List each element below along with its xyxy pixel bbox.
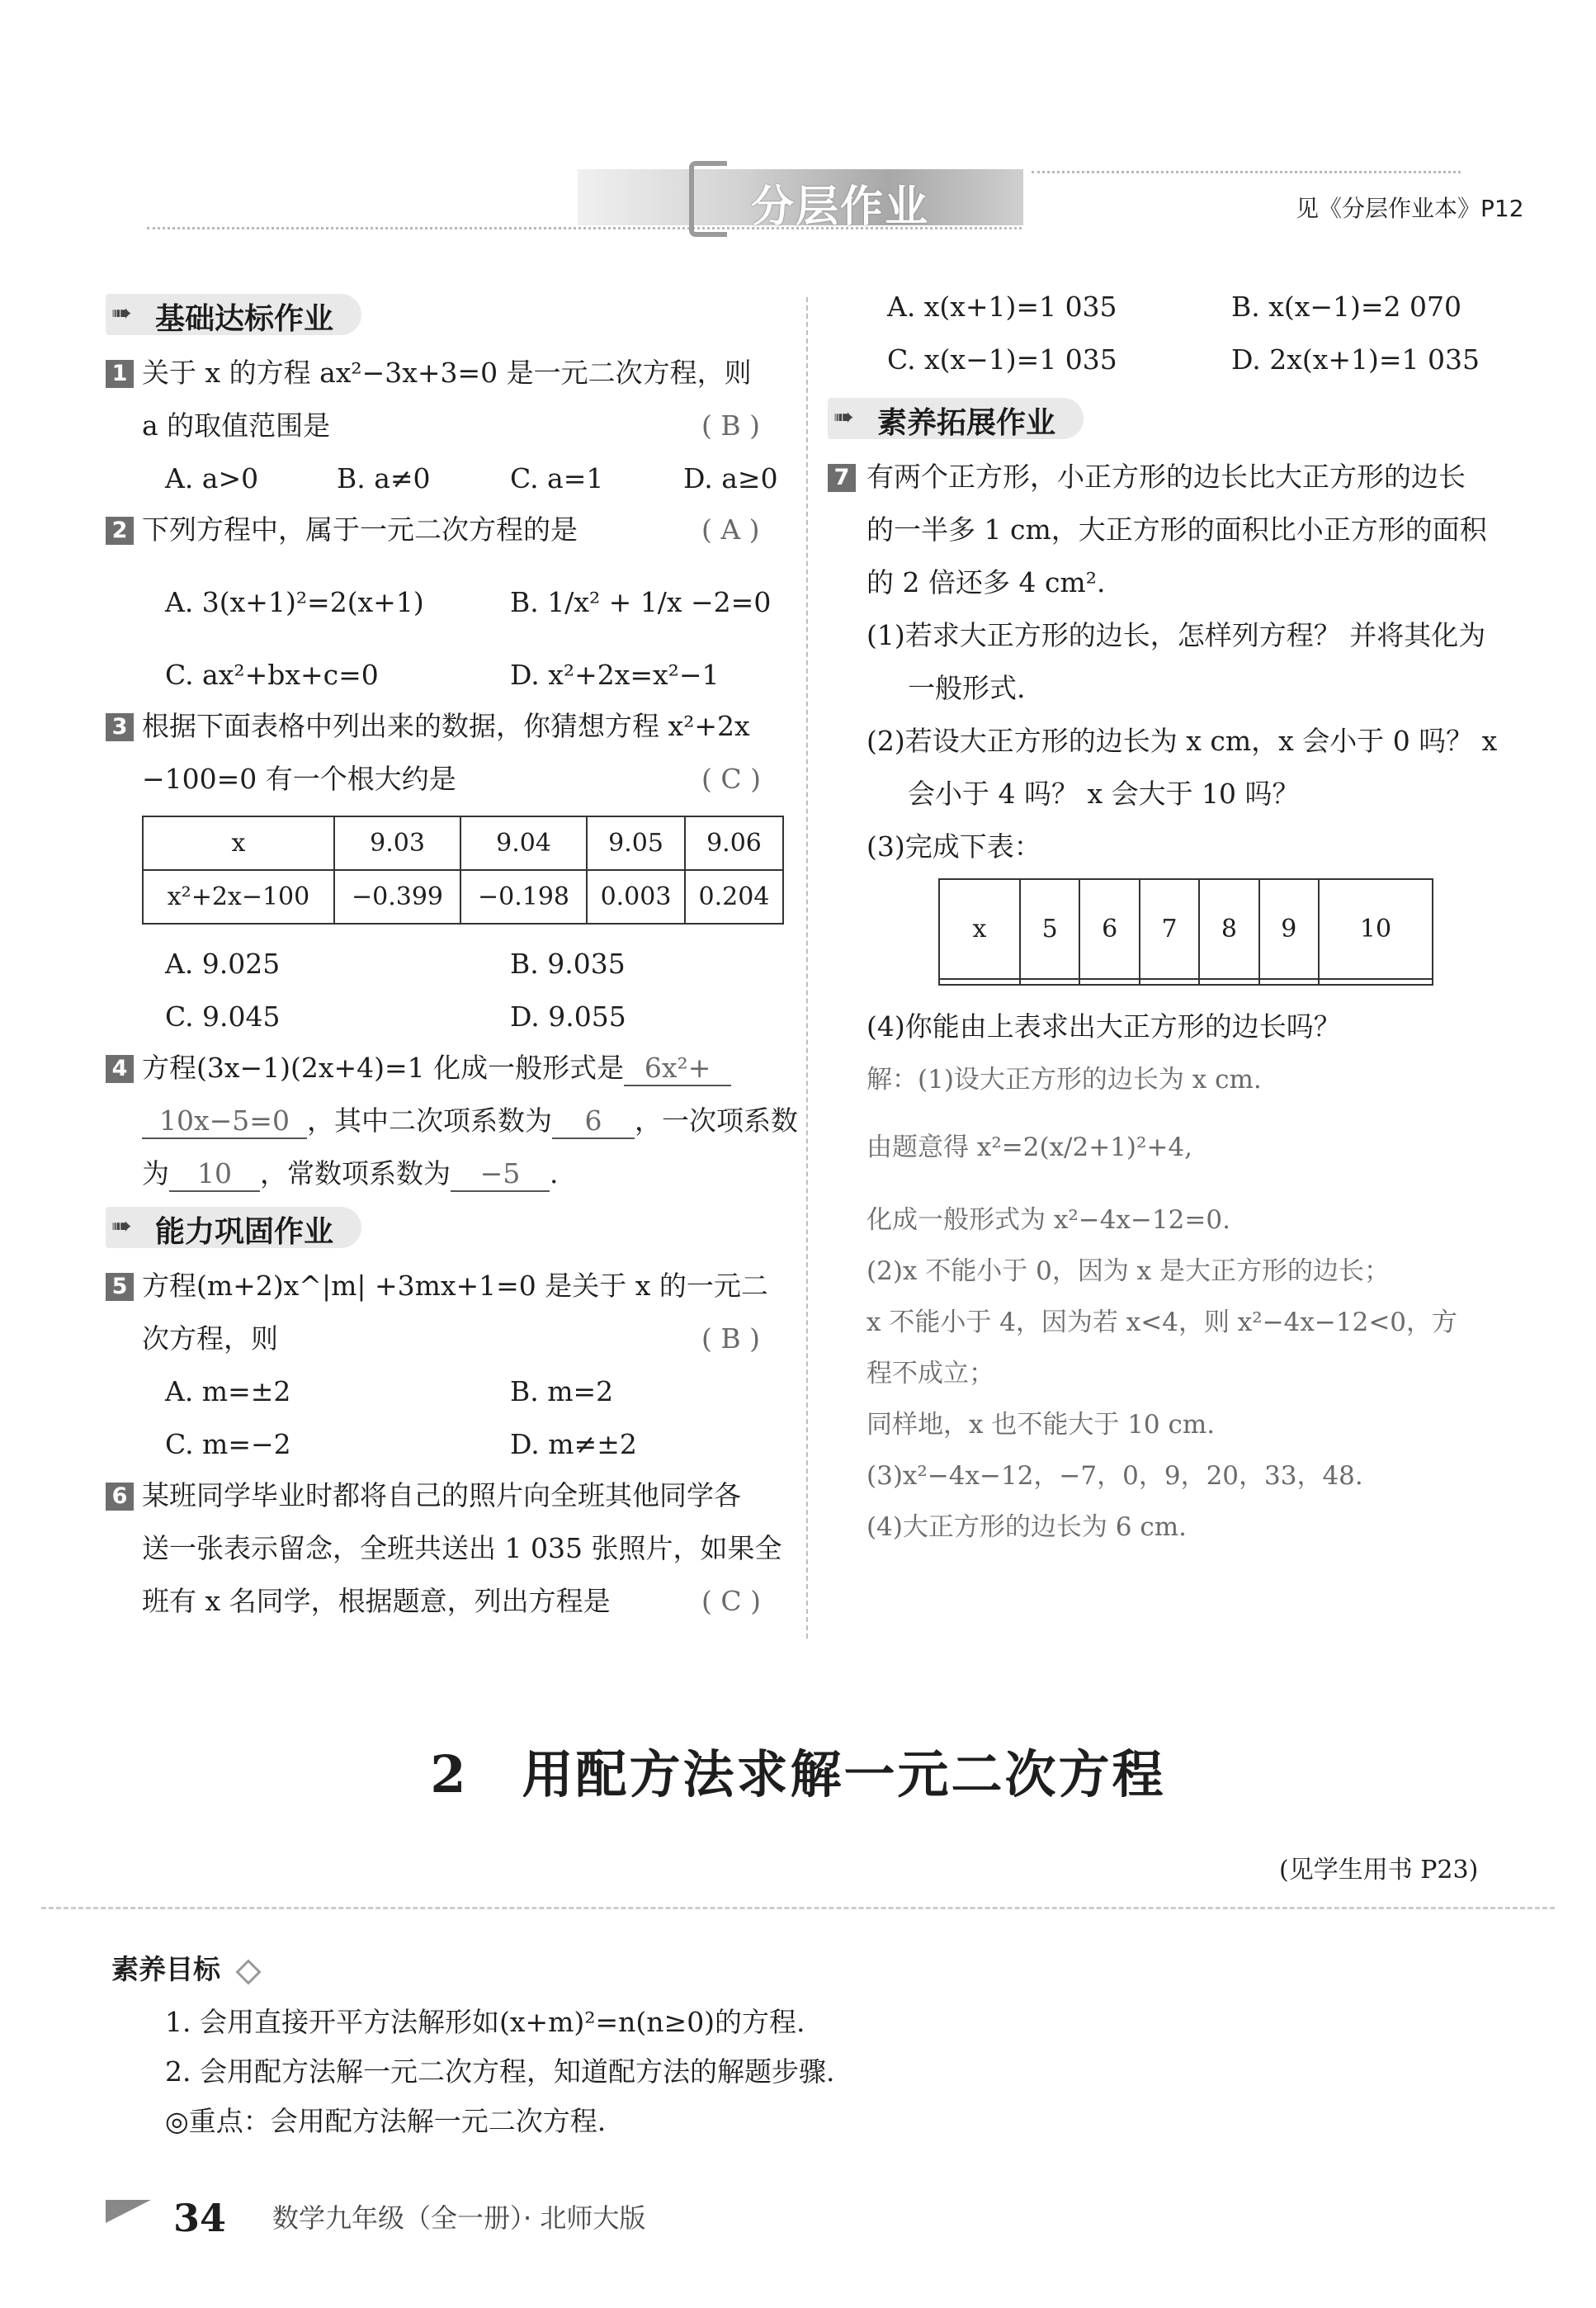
- q7-line2: 的一半多 1 cm，大正方形的面积比小正方形的面积: [866, 513, 1487, 546]
- solution-line: x 不能小于 4，因为若 x<4，则 x²−4x−12<0，方: [866, 1308, 1458, 1337]
- question-number: 2: [106, 517, 134, 545]
- arrow-icon: ➠: [111, 299, 133, 328]
- q4-text: ，常数项系数为: [260, 1157, 451, 1189]
- table-cell: 9.06: [685, 816, 783, 870]
- q1-answer: ( B ): [701, 409, 760, 442]
- q4-blank: 10x−5=0: [142, 1104, 307, 1139]
- q4-blank: −5: [451, 1157, 550, 1192]
- q7-part2-b: 会小于 4 吗？ x 会大于 10 吗？: [908, 778, 1300, 810]
- table-cell: [1199, 979, 1258, 985]
- arrow-icon: ➠: [111, 1212, 133, 1241]
- q7-part1-b: 一般形式.: [908, 672, 1026, 704]
- q5-option-c: C. m=−2: [165, 1428, 291, 1460]
- q7-part2-a: (2)若设大正方形的边长为 x cm，x 会小于 0 吗？ x: [866, 725, 1498, 757]
- q4-text: ，一次项系数: [635, 1104, 798, 1137]
- q6-option-c: C. x(x−1)=1 035: [887, 343, 1117, 376]
- table-cell: [1140, 979, 1199, 985]
- table-cell: −0.399: [334, 870, 460, 924]
- q6-answer: ( C ): [701, 1585, 761, 1617]
- q3-line2: −100=0 有一个根大约是: [142, 763, 456, 795]
- q6-option-a: A. x(x+1)=1 035: [887, 291, 1117, 323]
- section-title-extend: 素养拓展作业: [877, 406, 1056, 440]
- q3-table: [142, 816, 784, 925]
- q1-option-d: D. a≥0: [683, 462, 778, 494]
- banner-bracket-icon: [689, 161, 727, 237]
- book-title: 数学九年级（全一册）· 北师大版: [272, 2202, 646, 2234]
- table-cell: 0.204: [685, 870, 783, 924]
- q2-option-a: A. 3(x+1)²=2(x+1): [165, 586, 424, 618]
- section-title-ability: 能力巩固作业: [155, 1215, 334, 1249]
- table-cell: 9: [1259, 879, 1319, 979]
- table-row: [143, 870, 783, 924]
- table-cell: 6: [1079, 879, 1139, 979]
- q6-line2: 送一张表示留念，全班共送出 1 035 张照片，如果全: [142, 1532, 782, 1564]
- q3-option-b: B. 9.035: [510, 948, 626, 980]
- q3-answer: ( C ): [701, 763, 761, 795]
- table-cell: 0.003: [587, 870, 685, 924]
- solution-line: 解：(1)设大正方形的边长为 x cm.: [866, 1065, 1262, 1095]
- table-row: [939, 979, 1433, 985]
- table-cell: 5: [1020, 879, 1079, 979]
- q1-option-c: C. a=1: [510, 462, 604, 494]
- chapter-ref: (见学生用书 P23): [1279, 1856, 1479, 1885]
- q3-option-c: C. 9.045: [165, 1000, 281, 1033]
- q2-stem: 下列方程中，属于一元二次方程的是: [142, 513, 578, 546]
- q4-line1: [142, 1052, 731, 1086]
- table-row: [143, 816, 783, 870]
- table-cell: [939, 979, 1020, 985]
- goals-heading: 素养目标: [111, 1953, 220, 1985]
- q3-line1: 根据下面表格中列出来的数据，你猜想方程 x²+2x: [142, 710, 750, 742]
- q4-text: 为: [142, 1157, 169, 1189]
- table-cell: 9.03: [334, 816, 460, 870]
- q5-line1: 方程(m+2)x^|m| +3mx+1=0 是关于 x 的一元二: [142, 1270, 768, 1302]
- diamond-icon: [235, 1959, 261, 1984]
- q4-text: ，其中二次项系数为: [307, 1104, 552, 1137]
- q4-line3: [142, 1157, 559, 1192]
- banner-title: 分层作业: [751, 182, 930, 232]
- q1-line2: a 的取值范围是: [142, 409, 331, 442]
- q5-option-b: B. m=2: [510, 1375, 614, 1407]
- q4-line2: [142, 1104, 798, 1139]
- question-number: 3: [106, 713, 134, 741]
- solution-line: (2)x 不能小于 0，因为 x 是大正方形的边长；: [866, 1256, 1391, 1286]
- page-number: 34: [173, 2196, 227, 2240]
- section-title-basic: 基础达标作业: [155, 302, 334, 336]
- q6-line1: 某班同学毕业时都将自己的照片向全班其他同学各: [142, 1479, 741, 1511]
- solution-line: 同样地，x 也不能大于 10 cm.: [866, 1410, 1216, 1440]
- question-number: 1: [106, 360, 134, 388]
- header-rule-right: [1032, 171, 1461, 173]
- table-cell: x: [143, 816, 334, 870]
- q7-part4: (4)你能由上表求出大正方形的边长吗？: [866, 1010, 1341, 1043]
- table-cell: [1020, 979, 1079, 985]
- table-cell: 8: [1199, 879, 1258, 979]
- solution-line: (4)大正方形的边长为 6 cm.: [866, 1512, 1187, 1542]
- q7-table: [938, 878, 1433, 986]
- table-cell: x²+2x−100: [143, 870, 334, 924]
- q4-blank: 6: [552, 1104, 635, 1139]
- footer-logo-icon: [106, 2200, 151, 2223]
- table-cell: [1079, 979, 1139, 985]
- q4-blank: 10: [169, 1157, 260, 1192]
- goal-item: 2. 会用配方法解一元二次方程，知道配方法的解题步骤.: [165, 2055, 835, 2088]
- q3-option-a: A. 9.025: [165, 948, 281, 980]
- goal-item: 1. 会用直接开平方法解形如(x+m)²=n(n≥0)的方程.: [165, 2006, 805, 2038]
- q6-option-d: D. 2x(x+1)=1 035: [1231, 343, 1480, 376]
- table-cell: [1259, 979, 1319, 985]
- question-number: 5: [106, 1273, 134, 1301]
- table-cell: [1319, 979, 1433, 985]
- solution-line: 程不成立；: [866, 1359, 994, 1388]
- question-number: 6: [106, 1483, 134, 1511]
- q1-line1: 关于 x 的方程 ax²−3x+3=0 是一元二次方程，则: [142, 357, 752, 389]
- table-cell: −0.198: [460, 870, 587, 924]
- q7-line1: 有两个正方形，小正方形的边长比大正方形的边长: [866, 461, 1466, 493]
- q7-part3: (3)完成下表：: [866, 830, 1041, 863]
- q5-option-d: D. m≠±2: [510, 1428, 637, 1460]
- table-cell: 10: [1319, 879, 1433, 979]
- q4-text: 方程(3x−1)(2x+4)=1 化成一般形式是: [142, 1052, 625, 1084]
- q6-option-b: B. x(x−1)=2 070: [1231, 291, 1461, 323]
- solution-line: (3)x²−4x−12，−7，0，9，20，33，48.: [866, 1461, 1363, 1491]
- column-divider: [806, 297, 808, 1639]
- solution-line: 由题意得 x²=2(x/2+1)²+4,: [866, 1133, 1192, 1162]
- q5-answer: ( B ): [701, 1322, 760, 1355]
- arrow-icon: ➠: [833, 403, 855, 432]
- q1-option-a: A. a>0: [165, 462, 259, 494]
- q4-blank: 6x²+: [624, 1052, 731, 1086]
- table-cell: 9.04: [460, 816, 587, 870]
- table-row: [939, 879, 1433, 979]
- q7-part1-a: (1)若求大正方形的边长，怎样列方程？ 并将其化为: [866, 619, 1486, 651]
- goal-item: ◎重点：会用配方法解一元二次方程.: [165, 2105, 607, 2137]
- q1-option-b: B. a≠0: [337, 462, 431, 494]
- q6-line3: 班有 x 名同学，根据题意，列出方程是: [142, 1585, 611, 1617]
- q7-line3: 的 2 倍还多 4 cm².: [866, 566, 1106, 598]
- header-ref: 见《分层作业本》P12: [1296, 195, 1524, 222]
- chapter-title: 2 用配方法求解一元二次方程: [430, 1744, 1166, 1804]
- question-number: 7: [828, 464, 856, 492]
- table-cell: x: [939, 879, 1020, 979]
- table-cell: 9.05: [587, 816, 685, 870]
- q5-line2: 次方程，则: [142, 1322, 278, 1355]
- question-number: 4: [106, 1055, 134, 1083]
- q5-option-a: A. m=±2: [165, 1375, 291, 1407]
- q3-option-d: D. 9.055: [510, 1000, 626, 1033]
- q4-text: .: [550, 1157, 559, 1189]
- solution-line: 化成一般形式为 x²−4x−12=0.: [866, 1205, 1230, 1235]
- q2-option-d: D. x²+2x=x²−1: [510, 659, 720, 691]
- q2-option-b: B. 1/x² + 1/x −2=0: [510, 586, 772, 618]
- q2-answer: ( A ): [701, 513, 760, 546]
- q2-option-c: C. ax²+bx+c=0: [165, 659, 379, 691]
- chapter-rule: [41, 1907, 1555, 1909]
- table-cell: 7: [1140, 879, 1199, 979]
